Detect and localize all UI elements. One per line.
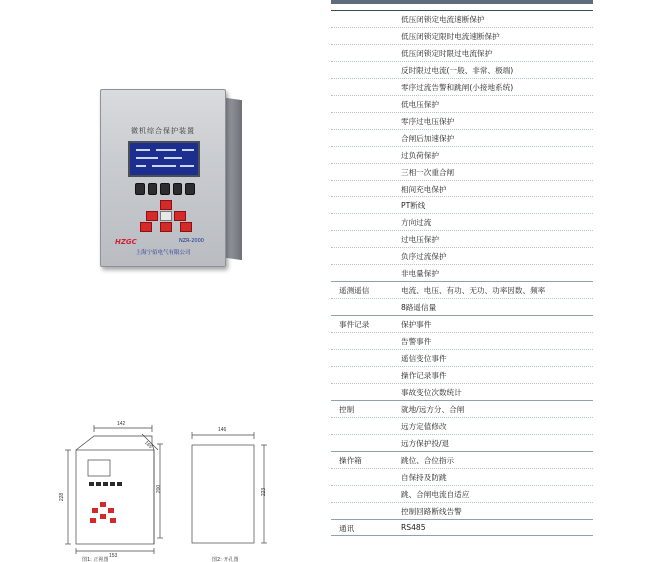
row-item: 低压闭锁定时限过电流保护 bbox=[401, 48, 493, 58]
row-item: 就地/远方分、合闸 bbox=[401, 404, 465, 414]
row-item: 事故变位次数统计 bbox=[401, 387, 462, 397]
table-rule bbox=[331, 264, 593, 265]
table-rule bbox=[331, 400, 593, 401]
row-item: 远方定值修改 bbox=[401, 421, 447, 431]
dim-front-top: 142 bbox=[117, 421, 126, 427]
row-item: PT断线 bbox=[401, 201, 426, 211]
row-item: 方向过流 bbox=[401, 218, 432, 228]
table-rule bbox=[331, 281, 593, 282]
table-rule bbox=[331, 383, 593, 384]
table-rule bbox=[331, 146, 593, 147]
device-title: 微机综合保护装置 bbox=[131, 127, 195, 135]
table-rule bbox=[331, 112, 593, 113]
device-brand-logo: HZGC bbox=[115, 238, 137, 246]
device-company-name: 上海宁佰电气有限公司 bbox=[135, 250, 191, 256]
table-rule bbox=[331, 366, 593, 367]
table-rule bbox=[331, 95, 593, 96]
table-rule bbox=[331, 434, 593, 435]
cutout-caption: 图2: 开孔图 bbox=[212, 557, 239, 562]
row-item: 零序过电压保护 bbox=[401, 116, 455, 126]
row-item: RS485 bbox=[401, 522, 426, 532]
device-arrow-keypad bbox=[140, 200, 192, 232]
front-view-drawing bbox=[56, 420, 166, 562]
row-item: 低压闭锁定限时电流速断保护 bbox=[401, 31, 500, 41]
table-rule bbox=[331, 27, 593, 28]
table-rule bbox=[331, 213, 593, 214]
row-category: 控制 bbox=[339, 404, 355, 414]
device-side-panel bbox=[226, 98, 242, 260]
table-rule bbox=[331, 44, 593, 45]
row-item: 自保持及防跳 bbox=[401, 472, 447, 482]
row-category: 通讯 bbox=[339, 523, 355, 533]
dim-front-right: 200 bbox=[156, 484, 163, 494]
dim-front-left: 228 bbox=[59, 492, 66, 502]
row-item: 远方保护投/退 bbox=[401, 438, 450, 448]
row-item: 三相一次重合闸 bbox=[401, 167, 455, 177]
row-item: 保护事件 bbox=[401, 320, 432, 330]
dim-front-bottom: 153 bbox=[109, 553, 118, 559]
table-rule bbox=[331, 468, 593, 469]
row-item: 非电量保护 bbox=[401, 269, 439, 279]
table-rule bbox=[331, 129, 593, 130]
row-item: 低压闭锁定电流速断保护 bbox=[401, 15, 485, 24]
table-rule bbox=[331, 298, 593, 299]
table-rule bbox=[331, 417, 593, 418]
table-rule bbox=[331, 332, 593, 333]
device-front-panel bbox=[100, 89, 226, 267]
row-item: 8路遥信量 bbox=[401, 303, 437, 313]
row-item: 跳、合闸电流自适应 bbox=[401, 489, 470, 499]
row-item: 电流、电压、有功、无功、功率因数、频率 bbox=[401, 286, 546, 296]
row-item: 零序过流告警和跳闸(小接地系统) bbox=[401, 82, 514, 92]
row-item: 过负荷保护 bbox=[401, 150, 439, 160]
table-rule bbox=[331, 196, 593, 197]
table-rule bbox=[331, 10, 593, 11]
table-rule bbox=[331, 519, 593, 520]
table-rule bbox=[331, 163, 593, 164]
row-item: 跳位、合位指示 bbox=[401, 455, 455, 465]
table-rule bbox=[331, 502, 593, 503]
device-function-keys bbox=[135, 183, 195, 195]
row-category: 遥测遥信 bbox=[339, 286, 370, 296]
dim-front-depth: 165 bbox=[143, 439, 154, 451]
table-rule bbox=[331, 349, 593, 350]
device-lcd-screen bbox=[128, 141, 200, 177]
row-item: 低电压保护 bbox=[401, 99, 439, 109]
device-photo bbox=[94, 89, 247, 272]
dim-cutout-top: 146 bbox=[218, 427, 227, 433]
table-rule bbox=[331, 451, 593, 452]
feature-table bbox=[331, 0, 593, 544]
row-category: 事件记录 bbox=[339, 320, 370, 330]
row-item: 过电压保护 bbox=[401, 235, 439, 245]
table-rule bbox=[331, 247, 593, 248]
front-view-caption: 图1: 正视图 bbox=[82, 557, 109, 562]
table-rule bbox=[331, 61, 593, 62]
table-rule bbox=[331, 535, 593, 536]
table-rule bbox=[331, 230, 593, 231]
table-rule bbox=[331, 180, 593, 181]
table-rule bbox=[331, 485, 593, 486]
row-item: 控制回路断线告警 bbox=[401, 506, 462, 516]
table-rule bbox=[331, 315, 593, 316]
cutout-drawing bbox=[188, 425, 276, 555]
row-item: 操作记录事件 bbox=[401, 370, 447, 380]
row-category: 操作箱 bbox=[339, 455, 362, 465]
device-model-label: NZR-2000 bbox=[179, 238, 204, 244]
table-rule bbox=[331, 78, 593, 79]
row-item: 遥信变位事件 bbox=[401, 354, 447, 363]
row-item: 反时限过电流(一般、非常、极端) bbox=[401, 65, 514, 75]
row-item: 负序过流保护 bbox=[401, 252, 447, 262]
row-item: 合闸后加速保护 bbox=[401, 133, 455, 143]
row-item: 告警事件 bbox=[401, 337, 432, 347]
table-top-strip bbox=[331, 0, 593, 4]
dim-cutout-right: 223 bbox=[261, 487, 268, 497]
row-item: 相间充电保护 bbox=[401, 184, 447, 194]
